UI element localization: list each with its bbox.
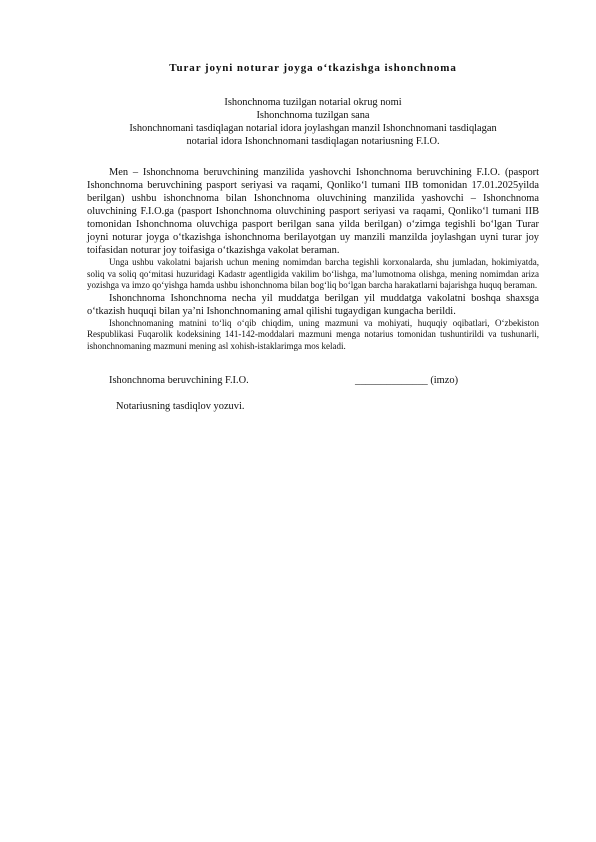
body-paragraph-authority: Unga ushbu vakolatni bajarish uchun mening nomimdan barcha tegishli korxonalarda, shu jumladan, hokimiyatda, soliq va soliq qo‘mitasi huzuridagi Kadastr agentligida vakilim bo‘lishga, ma’lumotnoma olishga, mening nomimdan ariza yozishga va imzo qo‘yishga hamda ushbu ishonchnoma bilan bog‘liq bo‘lgan barcha harakatlarni bajarishga huquq beraman. xyxy=(87,257,539,291)
notary-note: Notariusning tasdiqlov yozuvi. xyxy=(116,400,245,412)
body-paragraph-term: Ishonchnoma Ishonchnoma necha yil muddatga berilgan yil muddatga vakolatni boshqa shaxsga o‘tkazish huquqi bilan ya’ni Ishonchnomaning amal qilishi tugaydigan kungacha berildi. xyxy=(87,292,539,317)
body-paragraph-main: Men – Ishonchnoma beruvchining manzilida yashovchi Ishonchnoma beruvchining F.I.O. (pasport Ishonchnoma beruvchining pasport seriyasi va raqami, Qonliko‘l tumani IIB tomonidan 17.01.2025yilda berilgan) ushbu ishonchnoma bilan Ishonchnoma oluvchining manzilida yashovchi – Ishonchnoma oluvchining F.I.O.ga (pasport Ishonchnoma oluvchining pasport seriyasi va raqami, Qonliko‘l tumani IIB tomonidan Ishonchnoma oluvchiga pasport berilgan sana yilda berilgan) o‘zimga tegishli bo‘lgan Turar joyni noturar joyga o‘tkazishga ishonchnoma berilayotgan uy manzili manzilda joylashgan uyni turar joy toifasidan noturar joy toifasiga o‘tkazishga vakolat beraman. xyxy=(87,167,539,256)
signature-row xyxy=(87,375,539,389)
header-line-notary: notarial idora Ishonchnomani tasdiqlagan notariusning F.I.O. xyxy=(186,136,440,147)
header-line-district: Ishonchnoma tuzilgan notarial okrug nomi xyxy=(224,97,402,108)
header-line-date: Ishonchnoma tuzilgan sana xyxy=(256,110,370,121)
header-line-address: Ishonchnomani tasdiqlagan notarial idora joylashgan manzil Ishonchnomani tasdiqlagan xyxy=(129,123,497,134)
notarial-header xyxy=(87,96,539,148)
document-title: Turar joyni noturar joyga o‘tkazishga ishonchnoma xyxy=(169,62,457,74)
body-paragraph-acknowledgement: Ishonchnomaning matnini to‘liq o‘qib chiqdim, uning mazmuni va mohiyati, huquqiy oqibatlari, O‘zbekiston Respublikasi Fuqarolik kodeksining 141-142-moddalari mazmuni menga notarius tomonidan tushuntirildi va tushunarli, ishonchnomaning mazmuni mening asl xohish-istaklarimga mos keladi. xyxy=(87,317,539,351)
signature-label: Ishonchnoma beruvchining F.I.O. xyxy=(109,374,249,386)
signature-line: ______________ (imzo) xyxy=(355,374,459,386)
